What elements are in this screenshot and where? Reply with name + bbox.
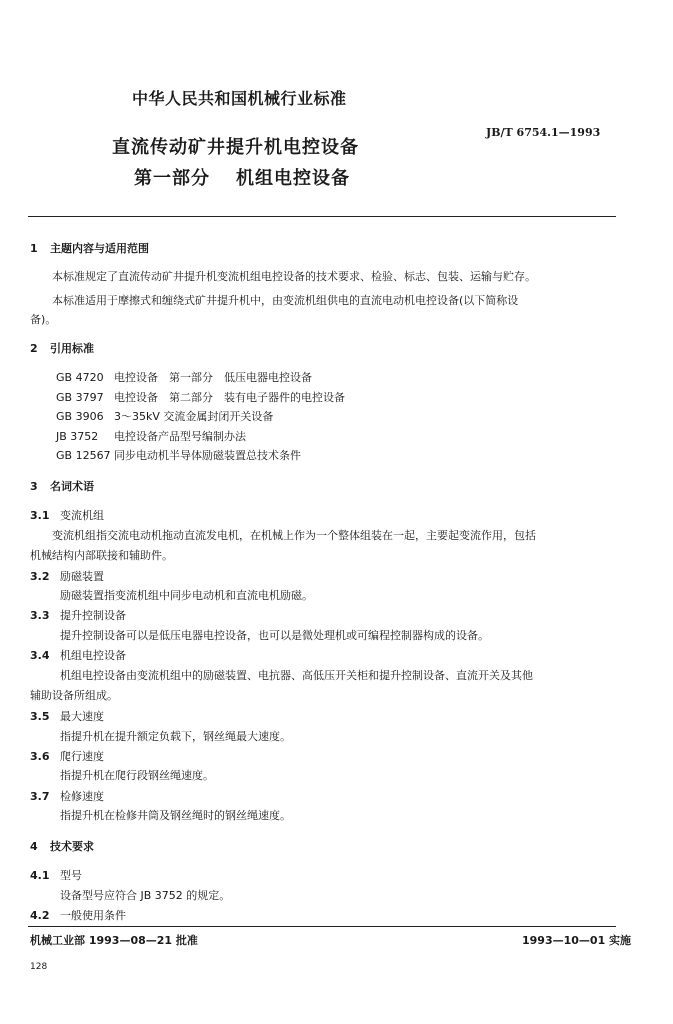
section-number: 2 xyxy=(30,342,38,355)
subsection-3-1-text-cont: 机械结构内部联接和辅助件。 xyxy=(30,549,173,562)
section-title: 引用标准 xyxy=(50,342,94,355)
section-1-paragraph-2-cont: 备)。 xyxy=(30,313,57,326)
subsection-title: 励磁装置 xyxy=(60,570,104,583)
document-subtitle-name: 机组电控设备 xyxy=(236,168,350,189)
reference-item xyxy=(56,369,312,385)
subsection-number: 3.2 xyxy=(30,570,50,583)
approval-line: 机械工业部 1993—08—21 批准 xyxy=(30,934,198,947)
reference-code: GB 3906 xyxy=(56,410,104,423)
reference-item xyxy=(56,389,345,405)
subsection-3-2-text: 励磁装置指变流机组中同步电动机和直流电机励磁。 xyxy=(60,589,313,602)
reference-code: GB 3797 xyxy=(56,391,104,404)
subsection-title: 爬行速度 xyxy=(60,750,104,763)
section-title: 主题内容与适用范围 xyxy=(50,242,149,255)
section-title: 名词术语 xyxy=(50,480,94,493)
reference-title: 同步电动机半导体励磁装置总技术条件 xyxy=(114,449,301,462)
subsection-3-1-text: 变流机组指交流电动机拖动直流发电机，在机械上作为一个整体组装在一起，主要起变流作用，包括 xyxy=(52,529,536,542)
section-3-heading xyxy=(30,478,94,494)
reference-code: JB 3752 xyxy=(56,430,99,443)
reference-title: 电控设备 第二部分 装有电子器件的电控设备 xyxy=(114,391,345,404)
subsection-3-3-text: 提升控制设备可以是低压电器电控设备，也可以是微处理机或可编程控制器构成的设备。 xyxy=(60,629,489,642)
subsection-3-3-heading xyxy=(30,607,126,623)
subsection-3-7-text: 指提升机在检修井筒及钢丝绳时的钢丝绳速度。 xyxy=(60,809,291,822)
reference-title: 电控设备产品型号编制办法 xyxy=(114,430,246,443)
subsection-3-7-heading xyxy=(30,788,104,804)
reference-item xyxy=(56,447,301,463)
subsection-number: 4.1 xyxy=(30,869,50,882)
subsection-3-5-heading xyxy=(30,708,104,724)
subsection-number: 3.1 xyxy=(30,509,50,522)
subsection-title: 提升控制设备 xyxy=(60,609,126,622)
reference-item xyxy=(56,428,246,444)
subsection-3-4-text: 机组电控设备由变流机组中的励磁装置、电抗器、高低压开关柜和提升控制设备、直流开关及其他 xyxy=(60,669,533,682)
section-1-heading xyxy=(30,240,149,256)
section-4-heading xyxy=(30,838,94,854)
section-title: 技术要求 xyxy=(50,840,94,853)
footer-divider xyxy=(28,926,616,927)
section-number: 1 xyxy=(30,242,38,255)
subsection-title: 型号 xyxy=(60,869,82,882)
reference-title: 电控设备 第一部分 低压电器电控设备 xyxy=(114,371,312,384)
document-title: 直流传动矿井提升机电控设备 xyxy=(112,137,359,158)
standard-number: JB/T 6754.1—1993 xyxy=(486,126,601,139)
subsection-number: 4.2 xyxy=(30,909,50,922)
subsection-3-4-text-cont: 辅助设备所组成。 xyxy=(30,689,118,702)
section-1-paragraph-2: 本标准适用于摩擦式和缠绕式矿井提升机中，由变流机组供电的直流电动机电控设备(以下简称设 xyxy=(52,294,519,307)
subsection-3-6-text: 指提升机在爬行段钢丝绳速度。 xyxy=(60,769,214,782)
section-number: 3 xyxy=(30,480,38,493)
subsection-4-1-heading xyxy=(30,867,82,883)
subsection-title: 一般使用条件 xyxy=(60,909,126,922)
subsection-number: 3.5 xyxy=(30,710,50,723)
implementation-date: 1993—10—01 实施 xyxy=(522,934,632,947)
subsection-3-1-heading xyxy=(30,507,104,523)
reference-item xyxy=(56,408,273,424)
document-subtitle-part: 第一部分 xyxy=(134,168,210,189)
subsection-number: 3.3 xyxy=(30,609,50,622)
issuing-organization: 中华人民共和国机械行业标准 xyxy=(132,89,347,108)
section-number: 4 xyxy=(30,840,38,853)
section-1-paragraph-1: 本标准规定了直流传动矿井提升机变流机组电控设备的技术要求、检验、标志、包装、运输与贮存。 xyxy=(52,270,536,283)
subsection-3-2-heading xyxy=(30,568,104,584)
subsection-3-4-heading xyxy=(30,647,126,663)
subsection-number: 3.4 xyxy=(30,649,50,662)
header-divider xyxy=(28,216,616,217)
subsection-title: 变流机组 xyxy=(60,509,104,522)
reference-code: GB 12567 xyxy=(56,449,111,462)
section-2-heading xyxy=(30,340,94,356)
reference-title: 3～35kV 交流金属封闭开关设备 xyxy=(114,410,274,423)
subsection-title: 机组电控设备 xyxy=(60,649,126,662)
subsection-number: 3.7 xyxy=(30,790,50,803)
subsection-title: 最大速度 xyxy=(60,710,104,723)
reference-code: GB 4720 xyxy=(56,371,104,384)
subsection-3-5-text: 指提升机在提升额定负载下，钢丝绳最大速度。 xyxy=(60,730,291,743)
subsection-title: 检修速度 xyxy=(60,790,104,803)
subsection-number: 3.6 xyxy=(30,750,50,763)
subsection-4-1-text: 设备型号应符合 JB 3752 的规定。 xyxy=(60,889,231,902)
page-number: 128 xyxy=(30,962,48,972)
subsection-4-2-heading xyxy=(30,907,126,923)
subsection-3-6-heading xyxy=(30,748,104,764)
